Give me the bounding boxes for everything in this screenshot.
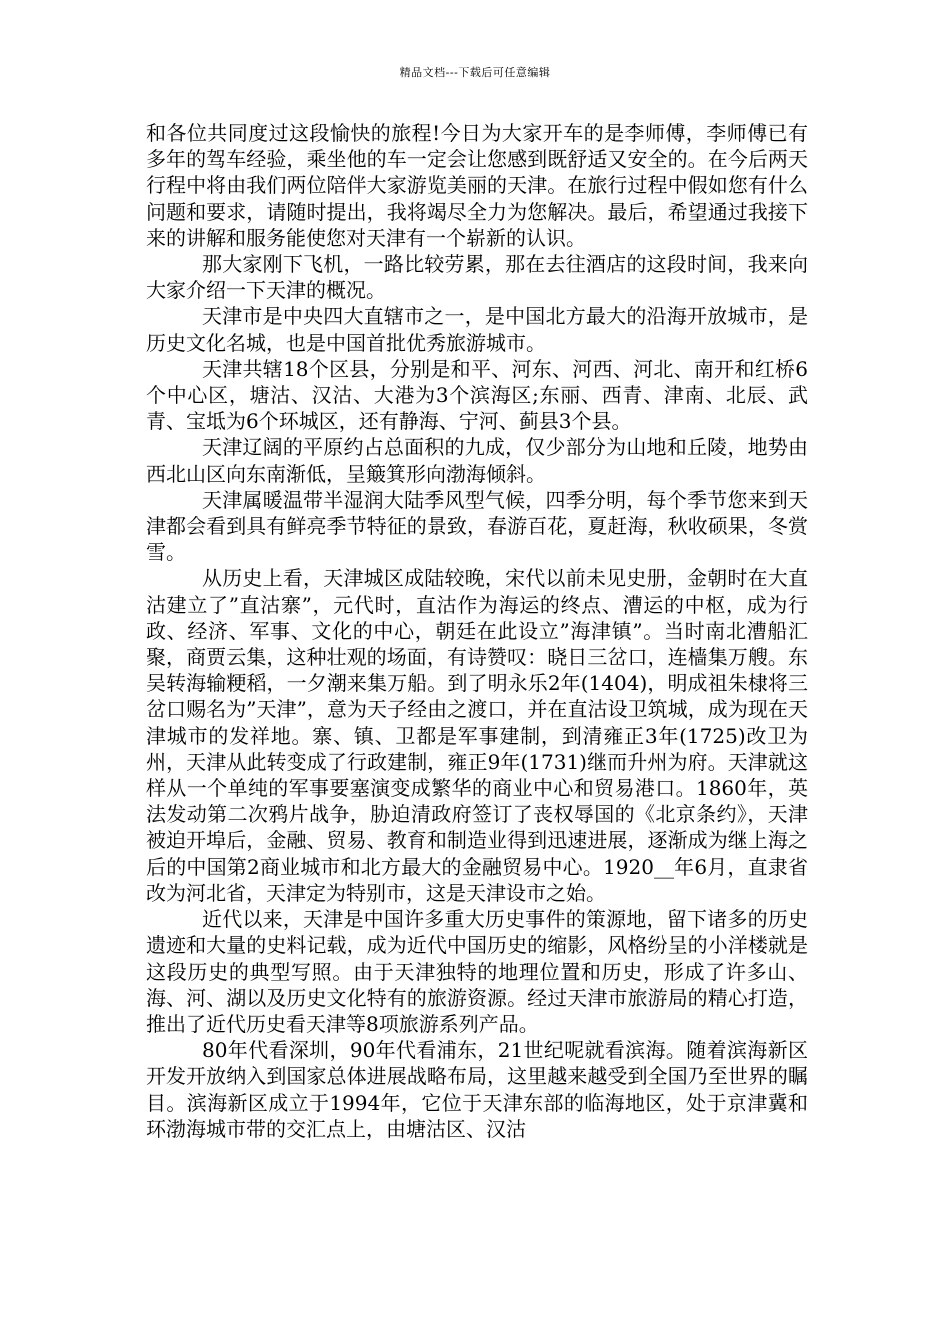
paragraph-continued-welcome: 和各位共同度过这段愉快的旅程!今日为大家开车的是李师傅，李师傅已有多年的驾车经验，乘坐他的车一定会让您感到既舒适又安全的。在今后两天行程中将由我们两位陪伴大家游览美丽的天津。在旅行过程中假如您有什么问题和要求，请随时提出，我将竭尽全力为您解决。最后，希望通过我接下来的讲解和服务能使您对天津有一个崭新的认识。 [146, 121, 808, 250]
paragraph-districts: 天津共辖18个区县，分别是和平、河东、河西、河北、南开和红桥6个中心区，塘沽、汉沽、大港为3个滨海区;东丽、西青、津南、北辰、武青、宝坻为6个环城区，还有静海、宁河、蓟县3个县。 [146, 356, 808, 434]
paragraph-modern-history: 近代以来，天津是中国许多重大历史事件的策源地，留下诸多的历史遗迹和大量的史料记载，成为近代中国历史的缩影，风格纷呈的小洋楼就是这段历史的典型写照。由于天津独特的地理位置和历史，形成了许多山、海、河、湖以及历史文化特有的旅游资源。经过天津市旅游局的精心打造，推出了近代历史看天津等8项旅游系列产品。 [146, 907, 808, 1036]
paragraph-intro: 那大家刚下飞机，一路比较劳累，那在去往酒店的这段时间，我来向大家介绍一下天津的概况。 [146, 252, 808, 303]
paragraph-binhai: 80年代看深圳，90年代看浦东，21世纪呢就看滨海。随着滨海新区开发开放纳入到国家总体进展战略布局，这里越来越受到全国乃至世界的瞩目。滨海新区成立于1994年，它位于天津东部的临海地区，处于京津冀和环渤海城市带的交汇点上，由塘沽区、汉沽 [146, 1038, 808, 1141]
paragraph-terrain: 天津辽阔的平原约占总面积的九成，仅少部分为山地和丘陵，地势由西北山区向东南渐低，呈簸箕形向渤海倾斜。 [146, 435, 808, 486]
document-body [146, 120, 808, 1142]
paragraph-history: 从历史上看，天津城区成陆较晚，宋代以前未见史册，金朝时在大直沽建立了”直沽寨”，元代时，直沽作为海运的终点、漕运的中枢，成为行政、经济、军事、文化的中心，朝廷在此设立”海津镇”。当时南北漕船汇聚，商贾云集，这种壮观的场面，有诗赞叹：晓日三岔口，连樯集万艘。东吴转海输粳稻，一夕潮来集万船。到了明永乐2年(1404)，明成祖朱棣将三岔口赐名为”天津”，意为天子经由之渡口，并在直沽设卫筑城，成为现在天津城市的发祥地。寨、镇、卫都是军事建制，到清雍正3年(1725)改卫为州，天津从此转变成了行政建制，雍正9年(1731)继而升州为府。天津就这样从一个单纯的军事要塞演变成繁华的商业中心和贸易港口。1860年，英法发动第二次鸦片战争，胁迫清政府签订了丧权辱国的《北京条约》，天津被迫开埠后，金融、贸易、教育和制造业得到迅速进展，逐渐成为继上海之后的中国第2商业城市和北方最大的金融贸易中心。1920__年6月，直隶省改为河北省，天津定为特别市，这是天津设市之始。 [146, 566, 808, 905]
page-header: 精品文档---下载后可任意编辑 [399, 66, 551, 79]
paragraph-city-status: 天津市是中央四大直辖市之一，是中国北方最大的沿海开放城市，是历史文化名城，也是中国首批优秀旅游城市。 [146, 304, 808, 355]
paragraph-climate: 天津属暖温带半湿润大陆季风型气候，四季分明，每个季节您来到天津都会看到具有鲜亮季节特征的景致，春游百花，夏赶海，秋收硕果，冬赏雪。 [146, 487, 808, 565]
